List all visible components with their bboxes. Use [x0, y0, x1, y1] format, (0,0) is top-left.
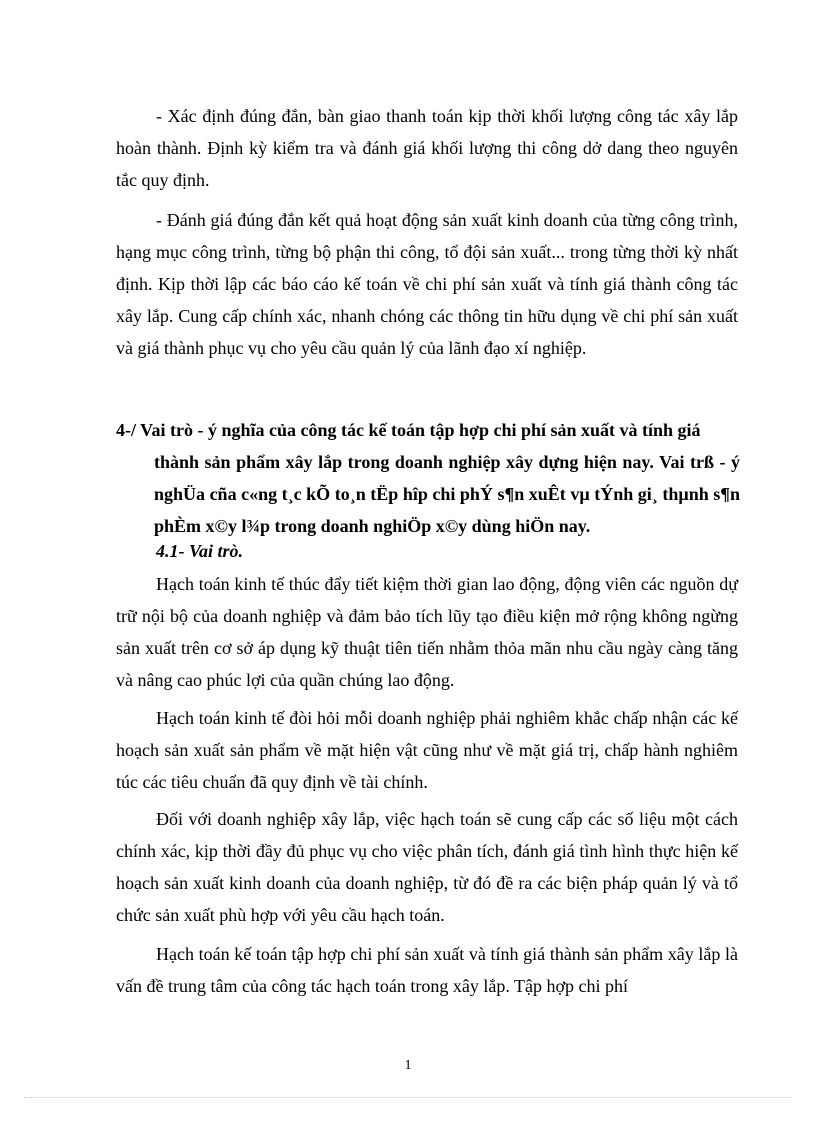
- paragraph-evaluation: - Đánh giá đúng đắn kết quả hoạt động sản xuất kinh doanh của từng công trình, hạng mục công trình, từng bộ phận thi công, tổ đội sản xuất... trong từng thời kỳ nhất định. Kịp thời lập các báo cáo kế toán về chi phí sản xuất và tính giá thành công tác xây lắp. Cung cấp chính xác, nhanh chóng các thông tin hữu dụng về chi phí sản xuất và giá thành phục vụ cho yêu cầu quản lý của lãnh đạo xí nghiệp.: [116, 210, 738, 358]
- page-number: 1: [404, 1058, 412, 1073]
- body-paragraph: Hạch toán kinh tế đòi hỏi mỗi doanh nghiệp phải nghiêm khắc chấp nhận các kế hoạch sản xuất sản phẩm về mặt hiện vật cũng như về mặt giá trị, chấp hành nghiêm túc các tiêu chuẩn đã quy định về tài chính.: [116, 708, 738, 792]
- footer-divider: [24, 1097, 792, 1098]
- body-paragraph: Đối với doanh nghiệp xây lắp, việc hạch toán sẽ cung cấp các số liệu một cách chính xác, kịp thời đầy đủ phục vụ cho việc phân tích, đánh giá tình hình thực hiện kế hoạch sản xuất kinh doanh của doanh nghiệp, từ đó đề ra các biện pháp quản lý và tổ chức sản xuất phù hợp với yêu cầu hạch toán.: [116, 809, 738, 925]
- section-heading: [116, 414, 740, 542]
- body-paragraph: Hạch toán kế toán tập hợp chi phí sản xuất và tính giá thành sản phẩm xây lắp là vấn đề trung tâm của công tác hạch toán trong xây lắp. Tập hợp chi phí: [116, 944, 738, 996]
- section-heading-title: 4-/ Vai trò - ý nghĩa của công tác kế toán tập hợp chi phí sản xuất và tính giá: [116, 420, 701, 440]
- paragraph-settlement: - Xác định đúng đắn, bàn giao thanh toán kịp thời khối lượng công tác xây lắp hoàn thành. Định kỳ kiểm tra và đánh giá khối lượng thi công dở dang theo nguyên tắc quy định.: [116, 106, 738, 190]
- body-paragraph: Hạch toán kinh tế thúc đẩy tiết kiệm thời gian lao động, động viên các nguồn dự trữ nội bộ của doanh nghiệp và đảm bảo tích lũy tạo điều kiện mở rộng không ngừng sản xuất trên cơ sở áp dụng kỹ thuật tiên tiến nhằm thỏa mãn nhu cầu ngày càng tăng và nâng cao phúc lợi của quần chúng lao động.: [116, 574, 738, 690]
- subsection-heading: 4.1- Vai trò.: [156, 541, 244, 561]
- section-heading-continuation: thành sản phẩm xây lắp trong doanh nghiệp xây dựng hiện nay. Vai trß - ý nghÜa cña c«ng t¸c kÕ to¸n tËp hîp chi phÝ s¶n xuÊt vµ tÝnh gi¸ thµnh s¶n phÈm x©y l¾p trong doanh nghiÖp x©y dùng hiÖn nay.: [154, 452, 740, 536]
